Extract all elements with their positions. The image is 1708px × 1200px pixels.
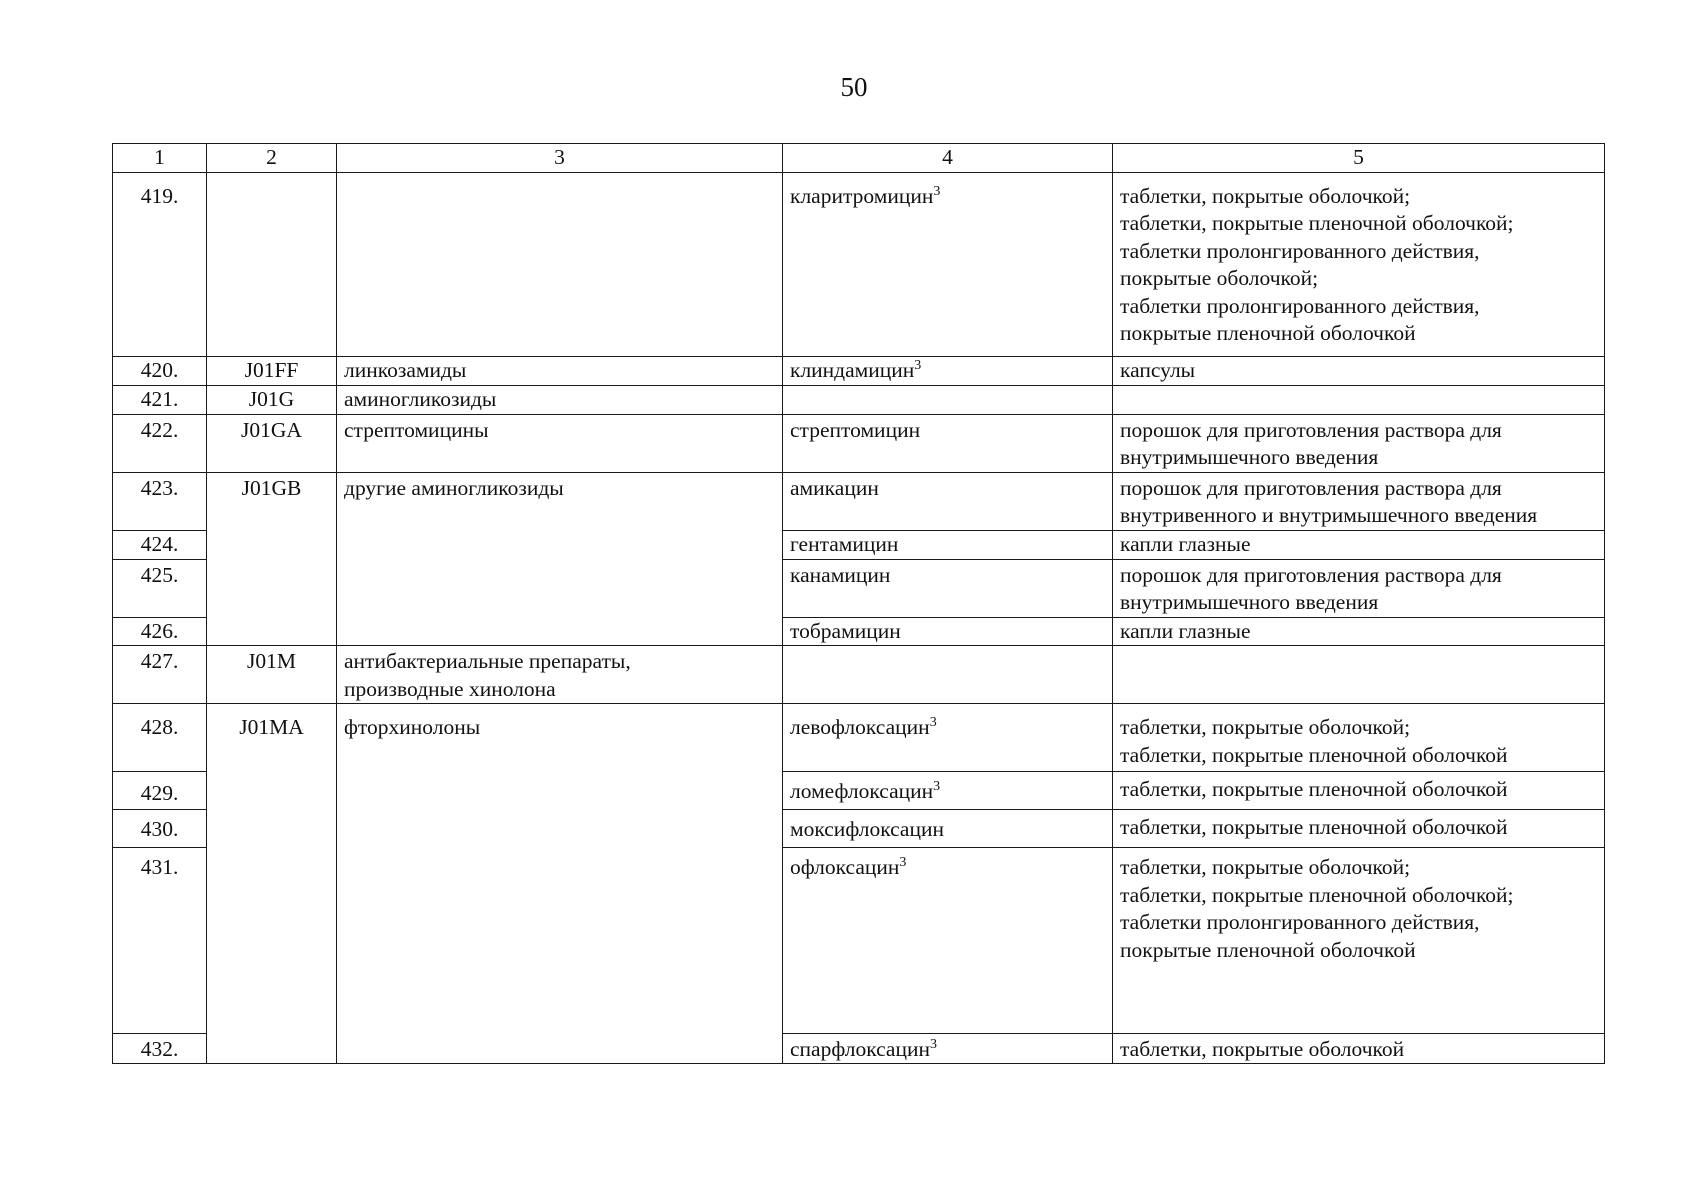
dosage-forms: порошок для приготовления раствора для внутривенного и внутримышечного введения xyxy=(1113,472,1605,530)
footnote-mark: 3 xyxy=(933,183,941,199)
row-number: 431. xyxy=(113,848,207,1034)
atc-group-name: аминогликозиды xyxy=(337,385,783,414)
atc-group-name xyxy=(337,810,783,848)
atc-group-name xyxy=(337,172,783,356)
table-row xyxy=(113,617,1605,646)
dosage-forms: капли глазные xyxy=(1113,617,1605,646)
atc-group-name xyxy=(337,559,783,617)
atc-code: J01MA xyxy=(207,704,337,772)
drug-name-cell xyxy=(783,472,1113,530)
atc-code xyxy=(207,172,337,356)
row-number: 429. xyxy=(113,772,207,810)
drug-name-cell xyxy=(783,530,1113,559)
table-row xyxy=(113,1034,1605,1064)
atc-code: J01G xyxy=(207,385,337,414)
atc-group-name: фторхинолоны xyxy=(337,704,783,772)
dosage-forms xyxy=(1113,646,1605,704)
atc-group-name xyxy=(337,617,783,646)
atc-code xyxy=(207,772,337,810)
drug-name: стрептомицин xyxy=(790,417,921,442)
dosage-forms: таблетки, покрытые оболочкой xyxy=(1113,1034,1605,1064)
row-number: 430. xyxy=(113,810,207,848)
row-number: 428. xyxy=(113,704,207,772)
drug-name: кларитромицин xyxy=(790,183,934,208)
drug-name: моксифлоксацин xyxy=(790,817,944,841)
table-row xyxy=(113,559,1605,617)
row-number: 419. xyxy=(113,172,207,356)
atc-group-name xyxy=(337,530,783,559)
table-row xyxy=(113,646,1605,704)
row-number: 423. xyxy=(113,472,207,530)
footnote-mark: 3 xyxy=(914,358,922,373)
dosage-forms xyxy=(1113,385,1605,414)
table-row xyxy=(113,172,1605,356)
dosage-forms: порошок для приготовления раствора для внутримышечного введения xyxy=(1113,414,1605,472)
row-number: 425. xyxy=(113,559,207,617)
drug-name-cell xyxy=(783,414,1113,472)
dosage-forms: капсулы xyxy=(1113,356,1605,385)
atc-code: J01FF xyxy=(207,356,337,385)
table-row xyxy=(113,472,1605,530)
column-header: 5 xyxy=(1113,144,1605,173)
drug-name-cell xyxy=(783,646,1113,704)
atc-group-name: антибактериальные препараты, производные хинолона xyxy=(337,646,783,704)
drug-name-cell xyxy=(783,559,1113,617)
atc-code xyxy=(207,1034,337,1064)
table-row xyxy=(113,704,1605,772)
drug-name: амикацин xyxy=(790,475,879,500)
table-row xyxy=(113,356,1605,385)
drug-name-cell xyxy=(783,704,1113,772)
drug-name-cell xyxy=(783,810,1113,848)
dosage-forms: таблетки, покрытые оболочкой; таблетки, покрытые пленочной оболочкой xyxy=(1113,704,1605,772)
page-number: 50 xyxy=(840,72,868,102)
column-header: 4 xyxy=(783,144,1113,173)
column-header: 1 xyxy=(113,144,207,173)
drug-name: офлоксацин xyxy=(790,855,900,879)
column-header: 3 xyxy=(337,144,783,173)
dosage-forms: таблетки, покрытые оболочкой; таблетки, покрытые пленочной оболочкой; таблетки пролонгированного действия, покрытые оболочкой; таблетки пролонгированного действия, покрытые пленочной оболочкой xyxy=(1113,172,1605,356)
atc-group-name xyxy=(337,848,783,1034)
row-number: 427. xyxy=(113,646,207,704)
row-number: 432. xyxy=(113,1034,207,1064)
drug-name-cell xyxy=(783,848,1113,1034)
row-number: 424. xyxy=(113,530,207,559)
atc-code xyxy=(207,617,337,646)
drug-name: канамицин xyxy=(790,562,891,587)
drug-name: ломефлоксацин xyxy=(790,779,934,803)
footnote-mark: 3 xyxy=(899,855,907,870)
column-header: 2 xyxy=(207,144,337,173)
table-row xyxy=(113,772,1605,810)
drug-name: клиндамицин xyxy=(790,358,915,382)
row-number: 420. xyxy=(113,356,207,385)
row-number: 421. xyxy=(113,385,207,414)
atc-group-name: стрептомицины xyxy=(337,414,783,472)
drug-name: тобрамицин xyxy=(790,618,901,643)
dosage-forms: порошок для приготовления раствора для внутримышечного введения xyxy=(1113,559,1605,617)
drug-name: спарфлоксацин xyxy=(790,1036,930,1061)
footnote-mark: 3 xyxy=(930,1036,937,1052)
row-number: 426. xyxy=(113,617,207,646)
drug-name-cell xyxy=(783,617,1113,646)
atc-group-name: линкозамиды xyxy=(337,356,783,385)
row-number: 422. xyxy=(113,414,207,472)
dosage-forms: таблетки, покрытые оболочкой; таблетки, покрытые пленочной оболочкой; таблетки пролонгированного действия, покрытые пленочной оболочкой xyxy=(1113,848,1605,1034)
drug-name: гентамицин xyxy=(790,532,899,556)
atc-code xyxy=(207,559,337,617)
atc-code xyxy=(207,810,337,848)
table-row xyxy=(113,810,1605,848)
atc-group-name: другие аминогликозиды xyxy=(337,472,783,530)
table-row xyxy=(113,848,1605,1034)
drug-name-cell xyxy=(783,772,1113,810)
footnote-mark: 3 xyxy=(929,715,937,730)
drug-list-table xyxy=(112,143,1605,1064)
atc-group-name xyxy=(337,1034,783,1064)
footnote-mark: 3 xyxy=(933,779,941,794)
table-row xyxy=(113,530,1605,559)
atc-code xyxy=(207,530,337,559)
drug-name-cell xyxy=(783,356,1113,385)
atc-code: J01GB xyxy=(207,472,337,530)
atc-code xyxy=(207,848,337,1034)
dosage-forms: капли глазные xyxy=(1113,530,1605,559)
drug-name: левофлоксацин xyxy=(790,715,930,739)
table-row xyxy=(113,385,1605,414)
drug-name-cell xyxy=(783,172,1113,356)
table-header-row xyxy=(113,144,1605,173)
atc-code: J01GA xyxy=(207,414,337,472)
drug-name-cell xyxy=(783,385,1113,414)
table-row xyxy=(113,414,1605,472)
dosage-forms: таблетки, покрытые пленочной оболочкой xyxy=(1113,810,1605,848)
drug-name-cell xyxy=(783,1034,1113,1064)
dosage-forms: таблетки, покрытые пленочной оболочкой xyxy=(1113,772,1605,810)
atc-group-name xyxy=(337,772,783,810)
atc-code: J01M xyxy=(207,646,337,704)
